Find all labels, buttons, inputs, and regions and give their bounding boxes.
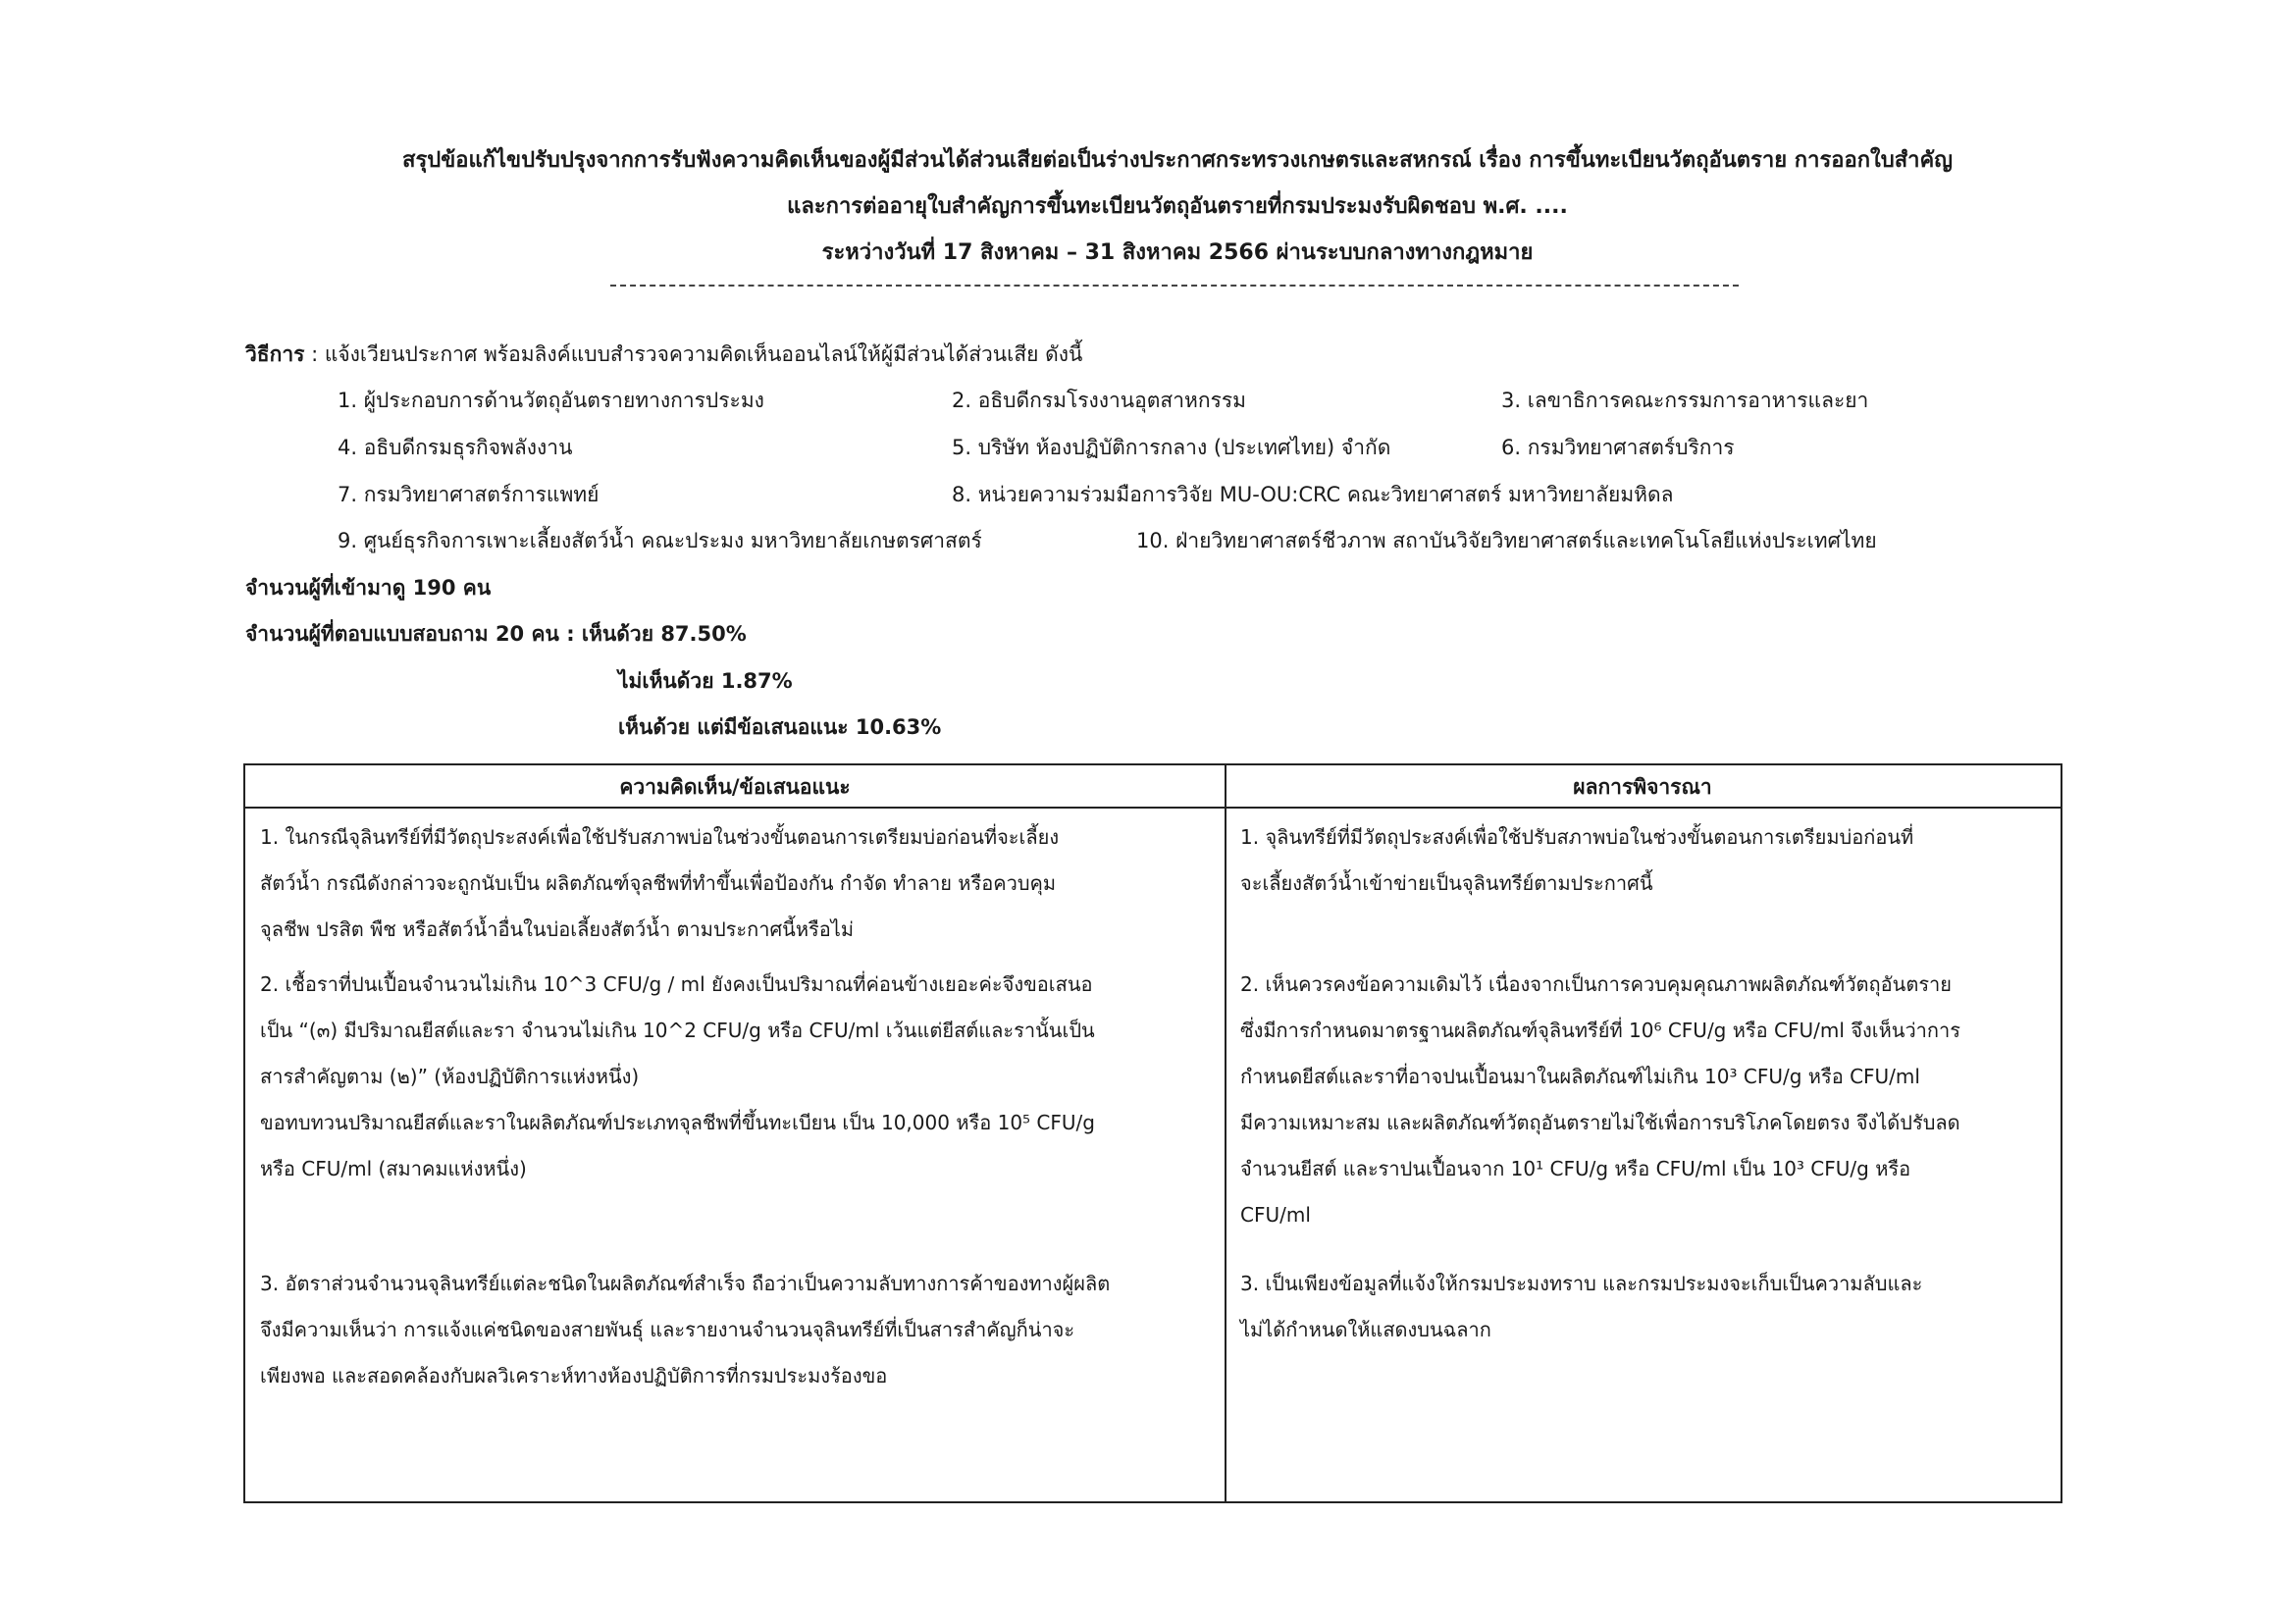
title-line-1: สรุปข้อแก้ไขปรับปรุงจากการรับฟังความคิดเห็นของผู้มีส่วนได้ส่วนเสียต่อเป็นร่างประกาศกระทรวงเกษตรและสหกรณ์ เรื่อง การขึ้นทะเบียนวัตถุอันตราย การออกใบสำคัญ [402,148,1953,173]
organization-item: 3. เลขาธิการคณะกรรมการอาหารและยา [1501,389,1869,412]
organization-item: 7. กรมวิทยาศาสตร์การแพทย์ [338,483,600,506]
dashed-divider [610,285,1739,287]
title-line-2: และการต่ออายุใบสำคัญการขึ้นทะเบียนวัตถุอันตรายที่กรมประมงรับผิดชอบ พ.ศ. .... [787,194,1568,219]
result-line: ซึ่งมีการกำหนดมาตรฐานผลิตภัณฑ์จุลินทรีย์ที่ 10⁶ CFU/g หรือ CFU/ml จึงเห็นว่าการ [1240,1019,1960,1042]
method-text: : แจ้งเวียนประกาศ พร้อมลิงค์แบบสำรวจความคิดเห็นออนไลน์ให้ผู้มีส่วนได้ส่วนเสีย ดังนี้ [304,342,1083,366]
disagree-percentage: ไม่เห็นด้วย 1.87% [618,669,793,693]
comment-line: 2. เชื้อราที่ปนเปื้อนจำนวนไม่เกิน 10^3 CFU/g / ml ยังคงเป็นปริมาณที่ค่อนข้างเยอะค่ะจึงขอเสนอ [260,972,1093,996]
organization-item: 2. อธิบดีกรมโรงงานอุตสาหกรรม [952,389,1246,412]
result-line: จำนวนยีสต์ และราปนเปื้อนจาก 10¹ CFU/g หรือ CFU/ml เป็น 10³ CFU/g หรือ [1240,1157,1911,1180]
organization-item: 5. บริษัท ห้องปฏิบัติการกลาง (ประเทศไทย) จำกัด [952,436,1391,459]
column-divider [1225,765,1226,1501]
comment-line: เพียงพอ และสอดคล้องกับผลวิเคราะห์ทางห้องปฏิบัติการที่กรมประมงร้องขอ [260,1364,888,1387]
comment-line: 3. อัตราส่วนจำนวนจุลินทรีย์แต่ละชนิดในผลิตภัณฑ์สำเร็จ ถือว่าเป็นความลับทางการค้าของทางผู้ผลิต [260,1272,1111,1295]
result-line: จะเลี้ยงสัตว์น้ำเข้าข่ายเป็นจุลินทรีย์ตามประกาศนี้ [1240,871,1653,895]
method-statement [245,339,1082,371]
comment-3 [260,1261,1110,1399]
comment-line: 1. ในกรณีจุลินทรีย์ที่มีวัตถุประสงค์เพื่อใช้ปรับสภาพบ่อในช่วงขั้นตอนการเตรียมบ่อก่อนที่จะเลี้ยง [260,825,1060,849]
result-2 [1240,962,1960,1238]
comment-line: สัตว์น้ำ กรณีดังกล่าวจะถูกนับเป็น ผลิตภัณฑ์จุลชีพที่ทำขึ้นเพื่อป้องกัน กำจัด ทำลาย หรือควบคุม [260,871,1057,895]
organization-item: 10. ฝ่ายวิทยาศาสตร์ชีวภาพ สถาบันวิจัยวิทยาศาสตร์และเทคโนโลยีแห่งประเทศไทย [1136,529,1877,552]
organization-item: 4. อธิบดีกรมธุรกิจพลังงาน [338,436,573,459]
result-3 [1240,1261,1922,1353]
method-label: วิธีการ [245,342,305,366]
result-1 [1240,814,1913,907]
organization-item: 1. ผู้ประกอบการด้านวัตถุอันตรายทางการประมง [338,389,764,412]
result-line: 1. จุลินทรีย์ที่มีวัตถุประสงค์เพื่อใช้ปรับสภาพบ่อในช่วงขั้นตอนการเตรียมบ่อก่อนที่ [1240,825,1914,849]
organization-item: 6. กรมวิทยาศาสตร์บริการ [1501,436,1735,459]
comment-1 [260,814,1059,953]
comment-line: หรือ CFU/ml (สมาคมแห่งหนึ่ง) [260,1157,527,1180]
header-results: ผลการพิจารณา [1573,775,1712,799]
comment-line: เป็น “(๓) มีปริมาณยีสต์และรา จำนวนไม่เกิน 10^2 CFU/g หรือ CFU/ml เว้นแต่ยีสต์และรานั้นเป็น [260,1019,1095,1042]
comments-table [243,763,2062,1503]
result-line: 2. เห็นควรคงข้อความเดิมไว้ เนื่องจากเป็นการควบคุมคุณภาพผลิตภัณฑ์วัตถุอันตราย [1240,972,1953,996]
result-line: กำหนดยีสต์และราที่อาจปนเปื้อนมาในผลิตภัณฑ์ไม่เกิน 10³ CFU/g หรือ CFU/ml [1240,1065,1920,1088]
comment-line: สารสำคัญตาม (๒)” (ห้องปฏิบัติการแห่งหนึ่ง) [260,1065,640,1088]
organization-item: 8. หน่วยความร่วมมือการวิจัย MU-OU:CRC คณะวิทยาศาสตร์ มหาวิทยาลัยมหิดล [952,483,1674,506]
comment-2 [260,962,1095,1192]
result-line: CFU/ml [1240,1203,1311,1227]
comment-line: จุลชีพ ปรสิต พืช หรือสัตว์น้ำอื่นในบ่อเลี้ยงสัตว์น้ำ ตามประกาศนี้หรือไม่ [260,917,855,941]
result-line: ไม่ได้กำหนดให้แสดงบนฉลาก [1240,1318,1491,1341]
comment-line: จึงมีความเห็นว่า การแจ้งแค่ชนิดของสายพันธุ์ และรายงานจำนวนจุลินทรีย์ที่เป็นสารสำคัญก็น่าจะ [260,1318,1075,1341]
visitor-count: จำนวนผู้ที่เข้ามาดู 190 คน [245,576,492,600]
organization-item: 9. ศูนย์ธุรกิจการเพาะเลี้ยงสัตว์น้ำ คณะประมง มหาวิทยาลัยเกษตรศาสตร์ [338,529,982,552]
header-divider [245,807,2061,809]
header-comments: ความคิดเห็น/ข้อเสนอแนะ [619,775,851,799]
respondent-count: จำนวนผู้ที่ตอบแบบสอบถาม 20 คน : เห็นด้วย 87.50% [245,622,747,646]
document-title [235,137,2119,276]
title-line-3: ระหว่างวันที่ 17 สิงหาคม – 31 สิงหาคม 2566 ผ่านระบบกลางทางกฎหมาย [821,240,1534,265]
result-line: มีความเหมาะสม และผลิตภัณฑ์วัตถุอันตรายไม่ใช้เพื่อการบริโภคโดยตรง จึงได้ปรับลด [1240,1111,1960,1134]
result-line: 3. เป็นเพียงข้อมูลที่แจ้งให้กรมประมงทราบ และกรมประมงจะเก็บเป็นความลับและ [1240,1272,1923,1295]
comment-line: ขอทบทวนปริมาณยีสต์และราในผลิตภัณฑ์ประเภทจุลชีพที่ขึ้นทะเบียน เป็น 10,000 หรือ 10⁵ CFU/g [260,1111,1095,1134]
agree-with-suggestion-percentage: เห็นด้วย แต่มีข้อเสนอแนะ 10.63% [618,715,942,739]
